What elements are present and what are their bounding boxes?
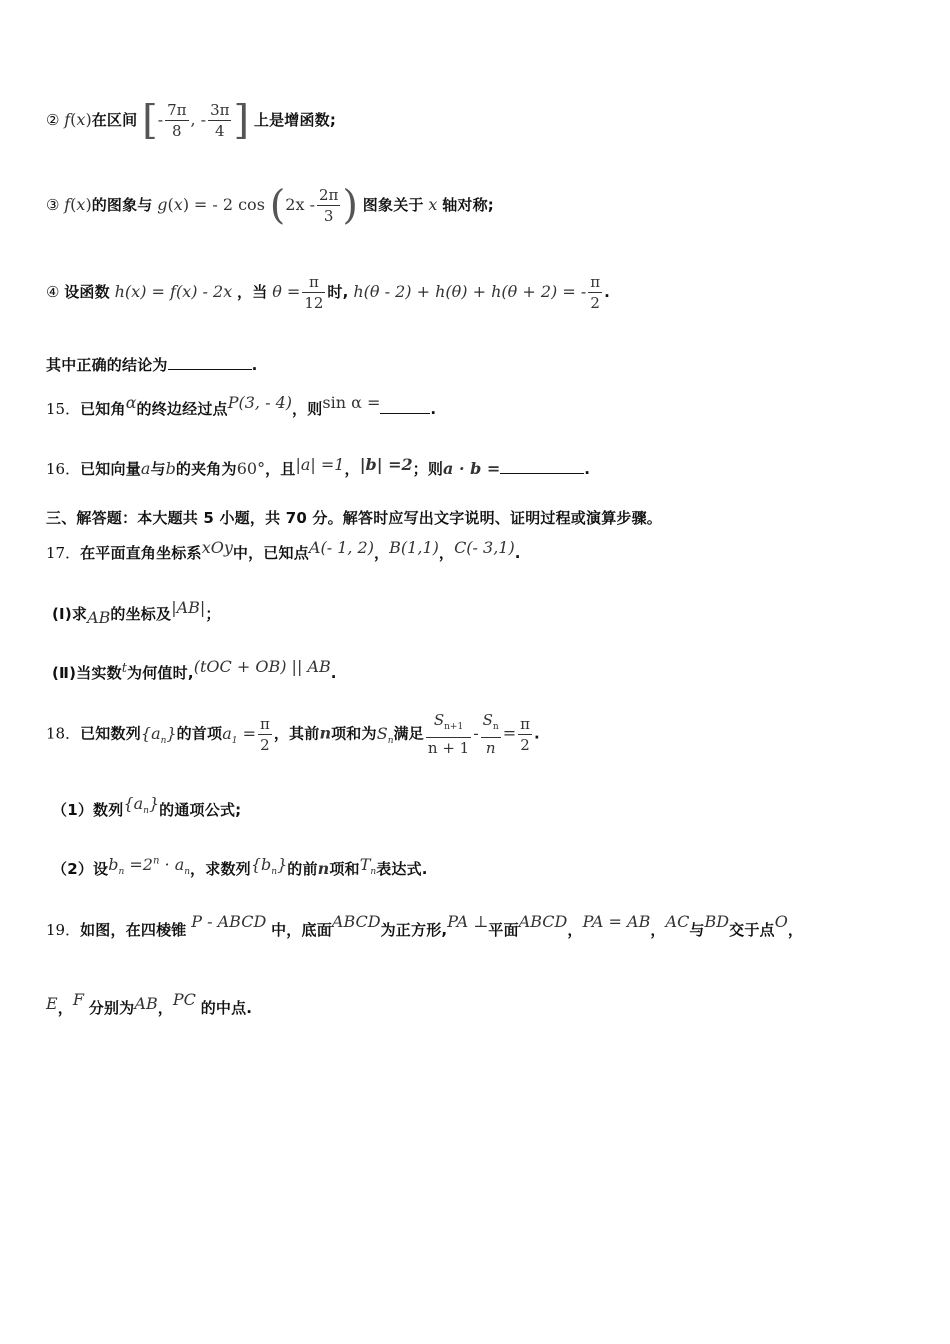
question-17-part-2: (Ⅱ)当实数t为何值时,(tOC + OB) || AB. <box>52 657 337 682</box>
section-3-heading: 三、解答题：本大题共 5 小题，共 70 分。解答时应写出文字说明、证明过程或演算步骤。 <box>46 509 663 527</box>
sequence-a: $\{a_n\}$ <box>140 723 177 746</box>
sum-fraction-1: $\frac{S_{n+1}}{n + 1}$ <box>427 711 470 757</box>
item-2: ② f(x)在区间 [- $\frac{7\pi}{8}$ , - $\frac{3\pi}{4}$ ] 上是增函数; <box>46 97 337 144</box>
b-definition: $b_n =2^n \cdot a_n$ <box>108 855 191 878</box>
question-17-part-1: (Ⅰ)求AB的坐标及|AB|； <box>52 598 221 627</box>
answer-blank[interactable] <box>500 461 584 474</box>
question-17: 17．在平面直角坐标系xOy中，已知点A(- 1, 2)，B(1,1)，C(- 3,1). <box>46 538 521 562</box>
first-term: $a_1$ = <box>222 723 256 746</box>
interval-right-fraction: $\frac{3\pi}{4}$ <box>210 101 230 140</box>
question-18: 18．已知数列$\{a_n\}$的首项$a_1$ = $\frac{\pi}{2}$ ，其前n项和为$S_n$满足 $\frac{S_{n+1}}{n + 1}$ - $\frac{S_n}{n}$ = $\frac{\pi}{2}$ . <box>46 711 540 757</box>
interval-left-fraction: $\frac{7\pi}{8}$ <box>167 101 187 140</box>
conclusion-line: 其中正确的结论为 . <box>46 356 258 374</box>
question-19-continued: E，F 分别为AB，PC 的中点. <box>46 990 253 1017</box>
theta-fraction: $\frac{\pi}{12}$ <box>304 273 324 312</box>
item-3: ③ f(x)的图象与 g(x) = - 2 cos (2x - $\frac{2\pi}{3}$ ) 图象关于 x 轴对称; <box>46 182 495 229</box>
item-3-number: ③ <box>46 196 60 214</box>
answer-blank[interactable] <box>168 357 252 370</box>
item-4-number: ④ <box>46 283 60 301</box>
question-16: 16．已知向量a与b的夹角为60°，且|a| =1，|b| =2；则a · b = . <box>46 455 591 478</box>
question-15: 15．已知角α的终边经过点P(3, - 4)，则sin α = . <box>46 393 437 418</box>
item-4: ④ 设函数 h(x) = f(x) - 2x ，当 θ = $\frac{\pi}{12}$ 时, h(θ - 2) + h(θ) + h(θ + 2) = - $\frac{\pi}{2}$ . <box>46 273 610 312</box>
first-term-fraction: $\frac{\pi}{2}$ <box>260 714 270 754</box>
result-fraction: $\frac{\pi}{2}$ <box>590 273 601 312</box>
sum-fraction-2: $\frac{S_n}{n}$ <box>482 711 499 757</box>
item-2-number: ② <box>46 111 60 129</box>
question-18-part-2: （2）设$b_n =2^n \cdot a_n$，求数列$\{b_n\}$的前n项和$T_n$表达式. <box>52 855 428 878</box>
sum-fraction-3: $\frac{\pi}{2}$ <box>520 714 530 754</box>
phase-fraction: $\frac{2\pi}{3}$ <box>319 186 339 225</box>
answer-blank[interactable] <box>380 401 430 414</box>
question-19: 19．如图，在四棱锥 P - ABCD 中，底面ABCD为正方形,PA ⊥平面ABCD，PA = AB，AC与BD交于点O， <box>46 912 804 939</box>
question-18-part-1: （1）数列$\{a_n\}$的通项公式; <box>52 794 242 819</box>
